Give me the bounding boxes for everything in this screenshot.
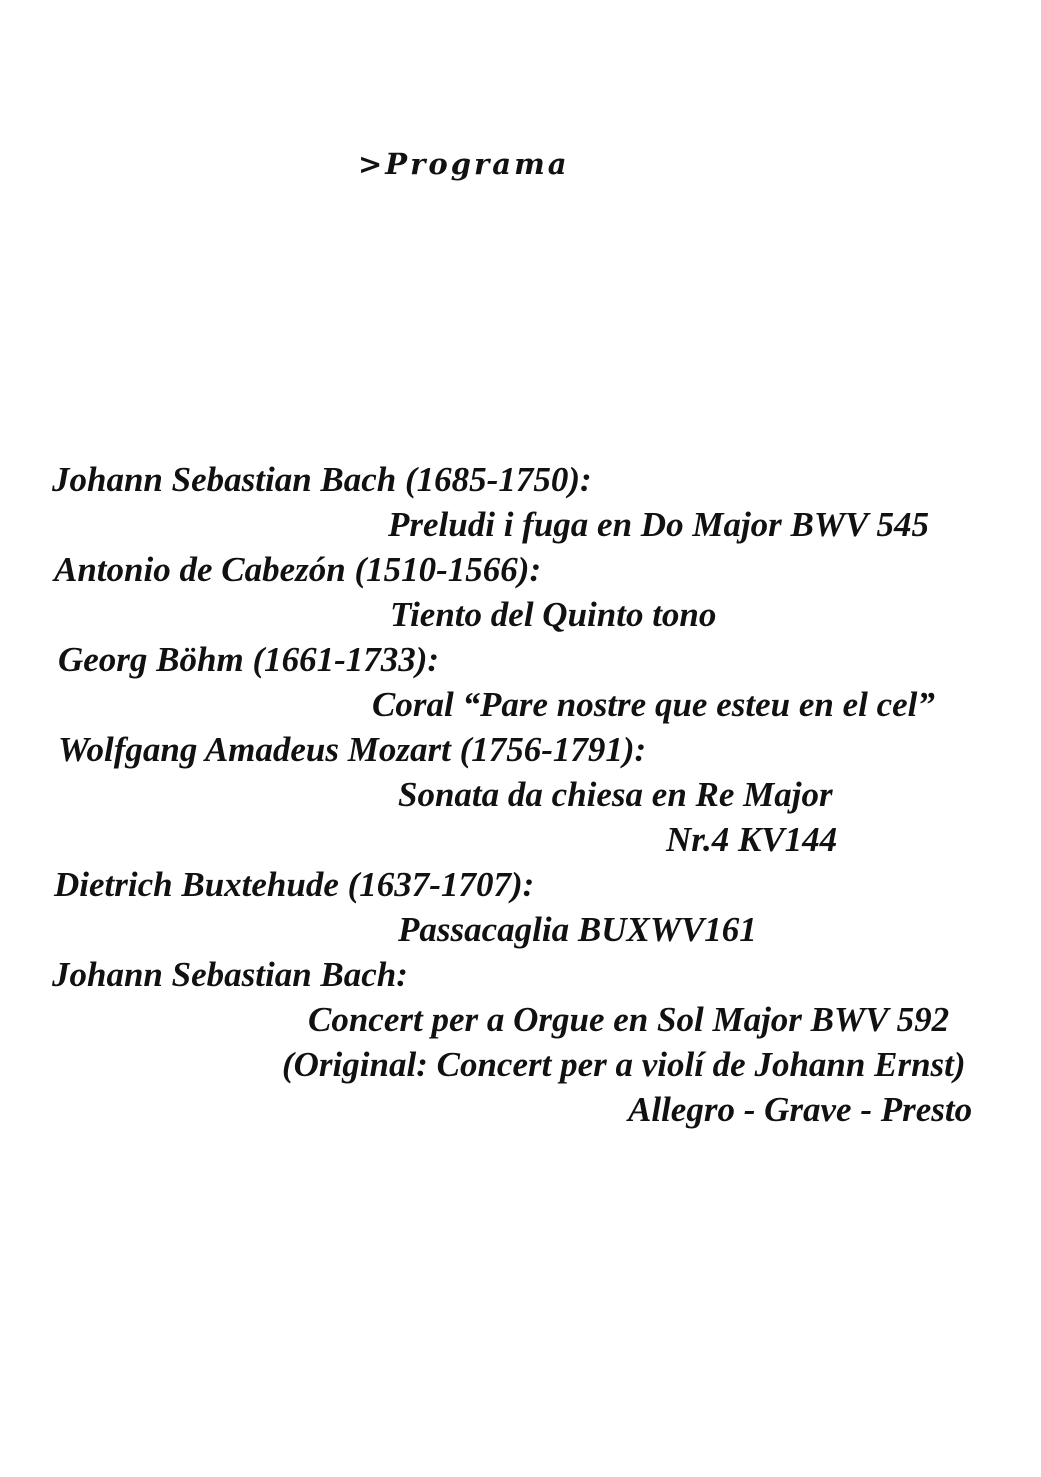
composer-name: Johann Sebastian Bach: [52, 955, 408, 994]
work-title: Preludi i fuga en Do Major BWV 545 [388, 505, 929, 544]
work-title: Tiento del Quinto tono [390, 595, 717, 634]
work-note: (Original: Concert per a violí de Johann Ernst) [282, 1045, 966, 1084]
work-movements: Allegro - Grave - Presto [628, 1090, 973, 1129]
work-title: Concert per a Orgue en Sol Major BWV 592 [308, 1000, 950, 1039]
work-title: Passacaglia BUXWV161 [398, 910, 757, 949]
composer-name: Johann Sebastian Bach (1685-1750): [52, 460, 592, 499]
work-catalog: Nr.4 KV144 [666, 820, 838, 859]
composer-name: Georg Böhm (1661-1733): [58, 640, 440, 679]
page-heading: >Programa [358, 147, 570, 181]
composer-name: Dietrich Buxtehude (1637-1707): [54, 865, 535, 904]
composer-name: Antonio de Cabezón (1510-1566): [54, 550, 542, 589]
composer-name: Wolfgang Amadeus Mozart (1756-1791): [58, 730, 647, 769]
work-title: Sonata da chiesa en Re Major [398, 775, 833, 814]
work-title: Coral “Pare nostre que esteu en el cel” [372, 685, 935, 724]
